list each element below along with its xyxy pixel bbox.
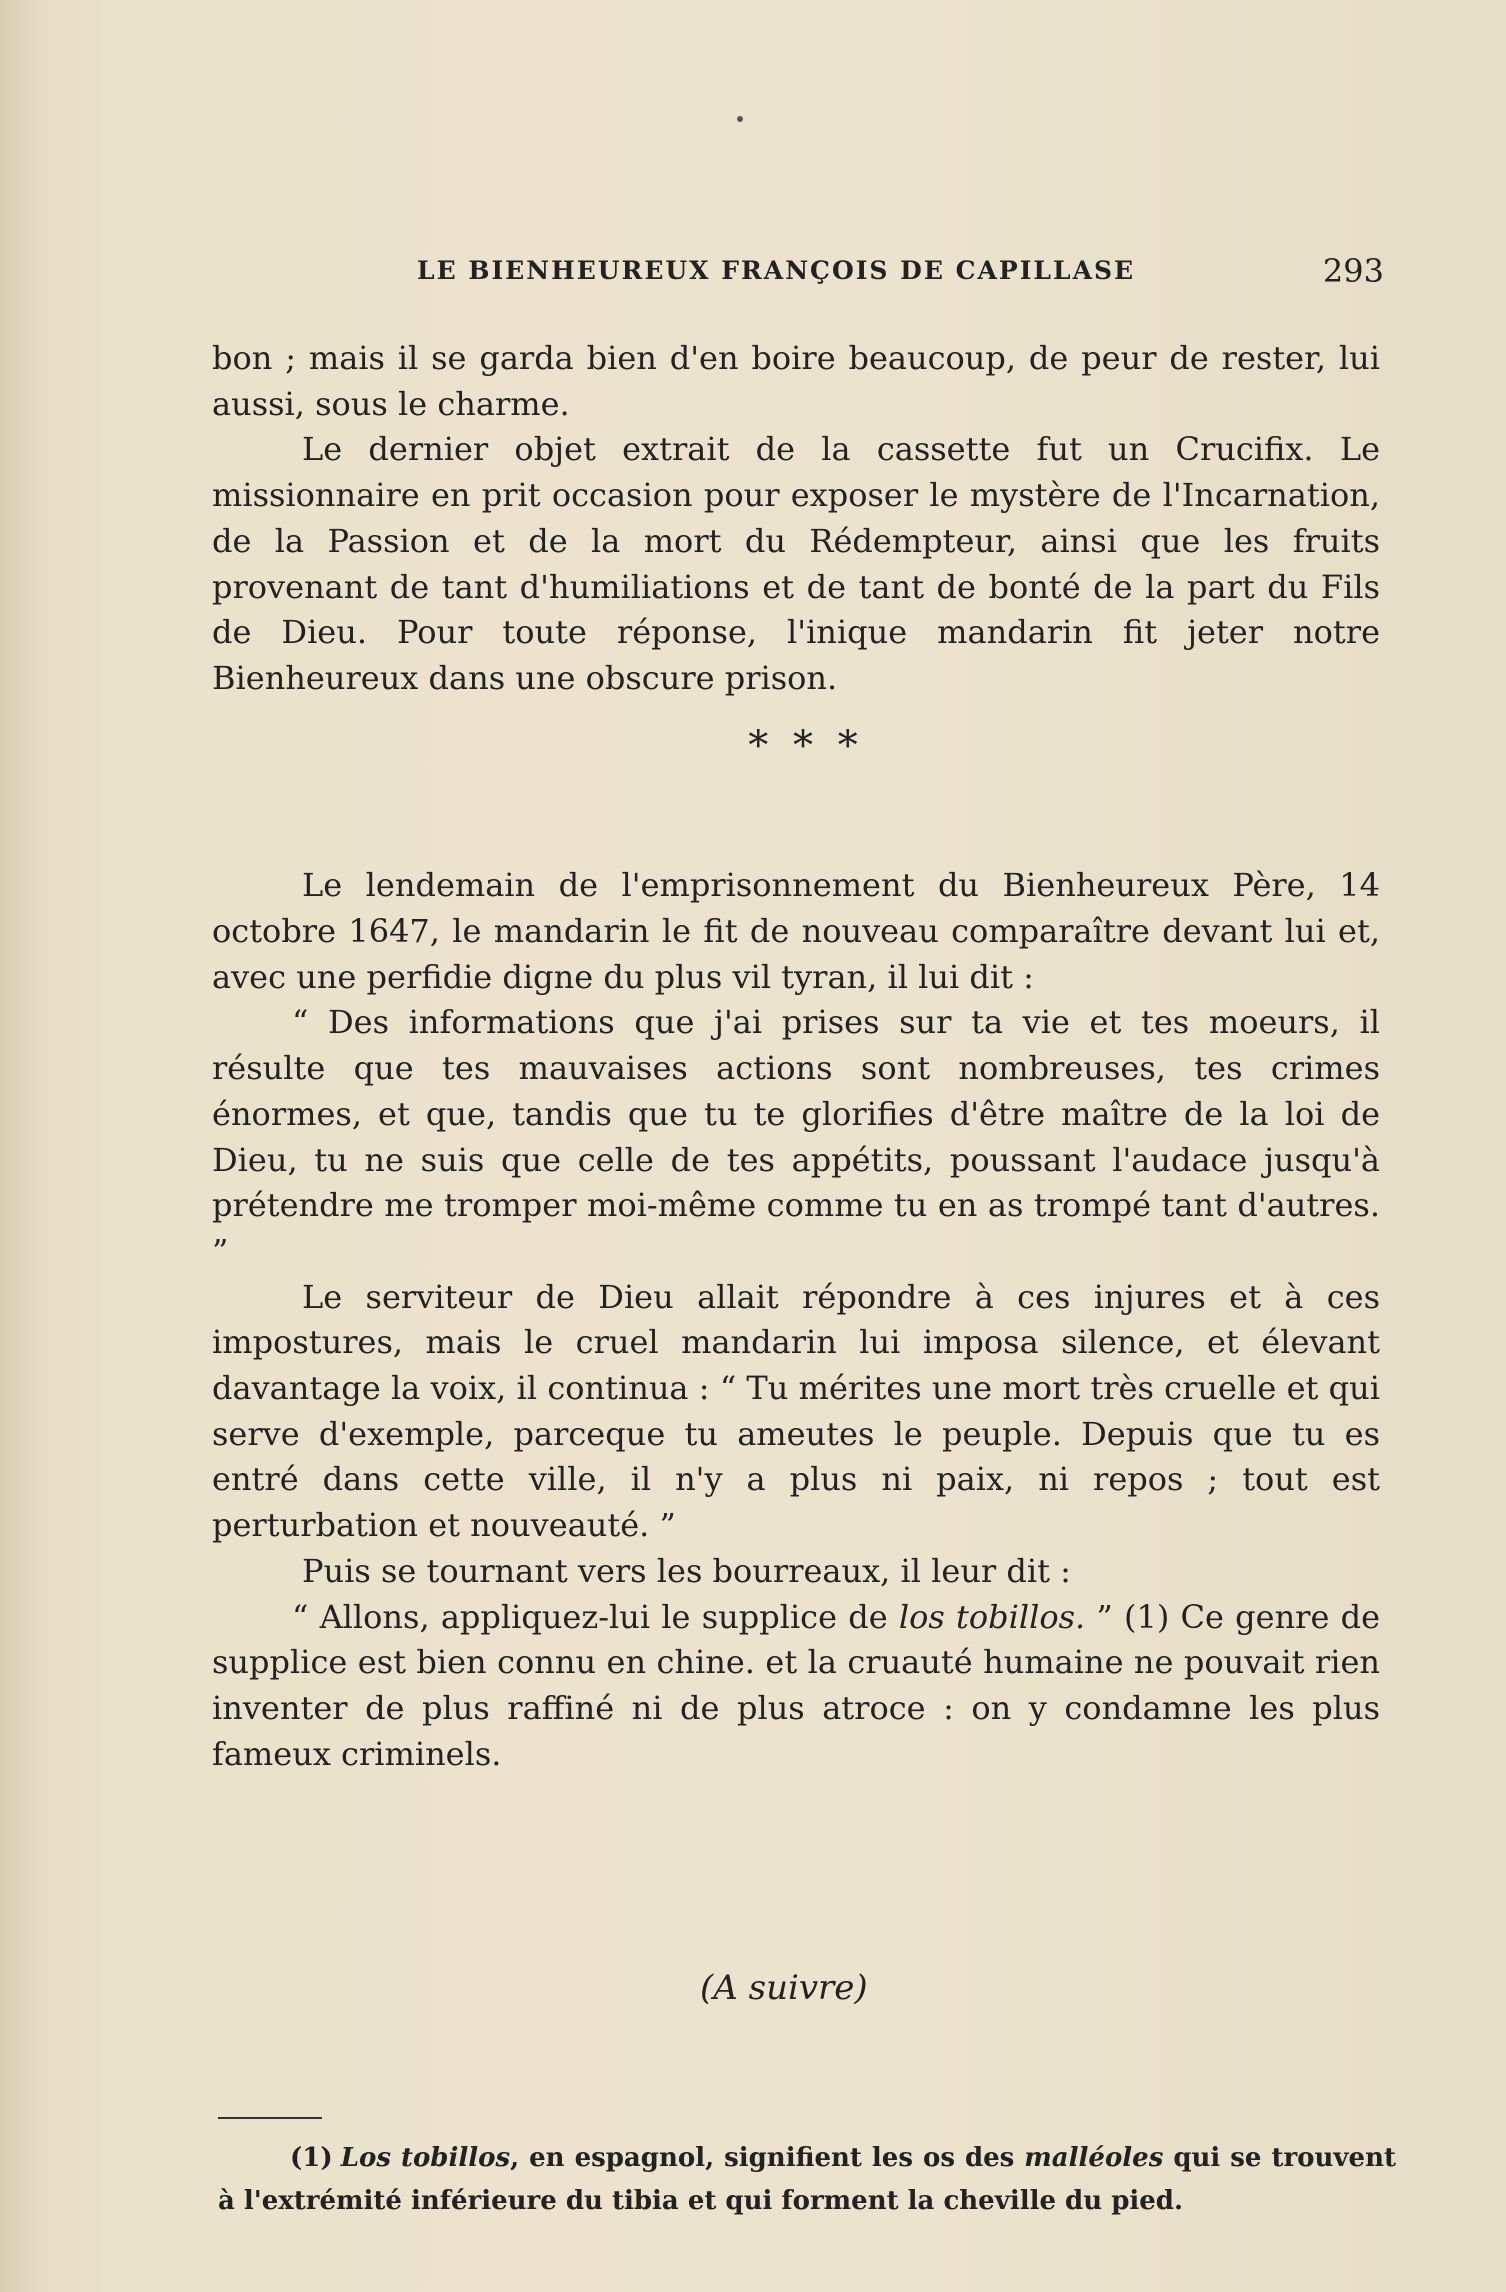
footnote-text: [218, 2137, 1396, 2223]
paragraph: “ Des informations que j'ai prises sur ta vie et tes moeurs, il résulte que tes mauvaises actions sont nombreuses, tes crimes énormes, et que, tandis que tu te glorifies d'être maître de la loi de Dieu, tu ne suis que celle de tes appétits, poussant l'audace jusqu'à prétendre me tromper moi-même comme tu en as trompé tant d'autres. ”: [212, 1003, 1380, 1270]
paragraph: Le dernier objet extrait de la cassette fut un Crucifix. Le missionnaire en prit occasion pour exposer le mystère de l'Incarnation, de la Passion et de la mort du Rédempteur, ainsi que les fruits provenant de tant d'humiliations et de tant de bonté de la part du Fils de Dieu. Pour toute réponse, l'inique mandarin fit jeter notre Bienheureux dans une obscure prison.: [212, 430, 1380, 697]
ink-speck: [737, 116, 743, 122]
continuation-note: (A suivre): [700, 1968, 868, 2008]
paragraph: Puis se tournant vers les bourreaux, il leur dit :: [302, 1551, 1071, 1590]
footnote-text-part: qui se trouvent à l'extrémité inférieure du tibia et qui forment la cheville du pied.: [218, 2143, 1396, 2216]
main-text: [212, 336, 1380, 1777]
paragraph: Le serviteur de Dieu allait répondre à ces injures et à ces impostures, mais le cruel mandarin lui imposa silence, et élevant davantage la voix, il continua : “ Tu mérites une mort très cruelle et qui serve d'exemple, parceque tu ameutes le peuple. Depuis que tu es entré dans cette ville, il n'y a plus ni paix, ni repos ; tout est perturbation et nouveauté. ”: [212, 1277, 1380, 1545]
footnote-text-part: , en espagnol, signifient les os des: [510, 2143, 1025, 2173]
footnote: [218, 2137, 1396, 2223]
footnote-term: Los tobillos: [340, 2143, 511, 2173]
section-break-asterisks: * * *: [748, 722, 864, 769]
footnote-term: malléoles: [1024, 2143, 1164, 2173]
running-title: LE BIENHEUREUX FRANÇOIS DE CAPILLASE: [417, 256, 1136, 285]
footnote-marker: (1): [290, 2143, 333, 2173]
paragraph: bon ; mais il se garda bien d'en boire beaucoup, de peur de rester, lui aussi, sous le charme.: [212, 339, 1380, 423]
footnote-rule: [218, 2117, 322, 2119]
italic-term: los tobillos.: [898, 1597, 1086, 1636]
paragraph-text: “ Allons, appliquez-lui le supplice de: [292, 1597, 888, 1636]
paragraph: Le lendemain de l'emprisonnement du Bienheureux Père, 14 octobre 1647, le mandarin le fit de nouveau comparaître devant lui et, avec une perfidie digne du plus vil tyran, il lui dit :: [212, 866, 1380, 996]
paragraph: [212, 1595, 1380, 1778]
page-header: [212, 252, 1384, 296]
paragraph-text: ” (1) Ce genre de supplice est bien connu en chine. et la cruauté humaine ne pouvait rien inventer de plus raffiné ni de plus atroce : on y condamne les plus fameux criminels.: [212, 1597, 1381, 1773]
page-number: 293: [1322, 252, 1384, 290]
